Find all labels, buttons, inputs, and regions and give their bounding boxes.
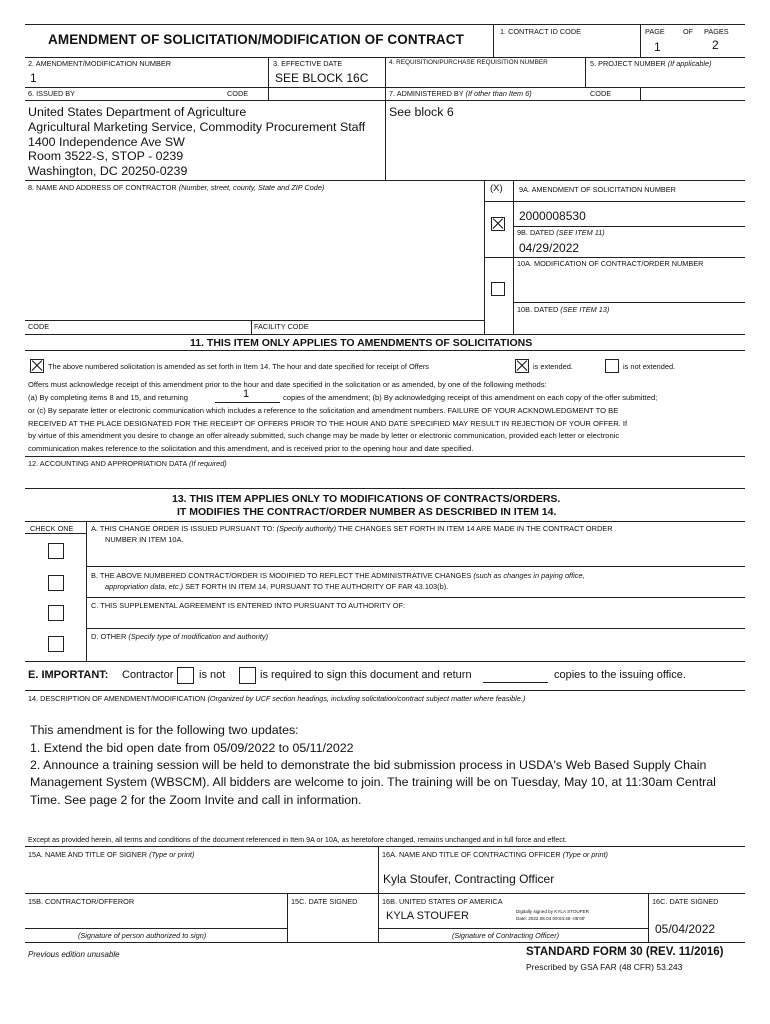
usa-label: 16B. UNITED STATES OF AMERICA	[382, 897, 503, 906]
contractor-offeror-label: 15B. CONTRACTOR/OFFEROR	[28, 897, 135, 906]
dated-9b-label: 9B. DATED (SEE ITEM 11)	[517, 228, 605, 237]
description-line-1: This amendment is for the following two updates:	[30, 723, 299, 737]
issued-by-line-2: Agricultural Marketing Service, Commodity Procurement Staff	[28, 120, 366, 134]
issued-by-label: 6. ISSUED BY	[28, 89, 76, 98]
form-number: STANDARD FORM 30 (REV. 11/2016)	[526, 946, 724, 958]
project-number-label: 5. PROJECT NUMBER (If applicable)	[590, 59, 712, 68]
item-13c-line: C. THIS SUPPLEMENTAL AGREEMENT IS ENTERED INTO PURSUANT TO AUTHORITY OF:	[91, 601, 406, 610]
item-13d-line: D. OTHER (Specify type of modification and authority)	[91, 632, 269, 641]
accounting-data-label: 12. ACCOUNTING AND APPROPRIATION DATA (If required)	[28, 459, 227, 468]
except-text: Except as provided herein, all terms and conditions of the document referenced in Item 9A or 10A, as heretofore changed, remains unchanged and in full force and effect.	[28, 835, 567, 844]
section-13-heading-2: IT MODIFIES THE CONTRACT/ORDER NUMBER AS DESCRIBED IN ITEM 14.	[177, 506, 557, 518]
not-extended-label: is not extended.	[623, 362, 676, 371]
section-11-line-1: The above numbered solicitation is amended as set forth in Item 14. The hour and date specified for receipt of Offers	[48, 362, 429, 371]
description-line-5: Time. See page 2 for the Zoom Invite and call in information.	[30, 793, 362, 807]
contractor-code-label: CODE	[28, 322, 50, 331]
pages-total: 2	[712, 38, 719, 52]
contract-id-label: 1. CONTRACT ID CODE	[500, 27, 581, 36]
issued-by-code-label: CODE	[227, 89, 249, 98]
contract-modify-checkbox[interactable]	[491, 282, 505, 296]
solicitation-number-label: 9A. AMENDMENT OF SOLICITATION NUMBER	[519, 185, 676, 194]
officer-signature-name: KYLA STOUFER	[386, 910, 469, 922]
signer-name-label: 15A. NAME AND TITLE OF SIGNER (Type or print)	[28, 850, 195, 859]
administered-by-code-label: CODE	[590, 89, 612, 98]
date-signed-16c-label: 16C. DATE SIGNED	[652, 897, 719, 906]
important-contractor: Contractor	[122, 669, 174, 681]
issued-by-line-5: Washington, DC 20250-0239	[28, 164, 188, 178]
page-number: 1	[654, 40, 661, 54]
effective-date-value[interactable]: SEE BLOCK 16C	[275, 71, 369, 85]
contractor-is-not-checkbox[interactable]	[177, 667, 194, 684]
prescribed-by: Prescribed by GSA FAR (48 CFR) 53.243	[526, 962, 683, 972]
extended-checkbox[interactable]	[515, 359, 529, 373]
section-11-heading: 11. THIS ITEM ONLY APPLIES TO AMENDMENTS OF SOLICITATIONS	[190, 337, 533, 349]
item-13d-checkbox[interactable]	[48, 636, 64, 652]
date-signed-15c-label: 15C. DATE SIGNED	[291, 897, 358, 906]
previous-edition-note: Previous edition unusable	[28, 950, 120, 959]
form-title: AMENDMENT OF SOLICITATION/MODIFICATION OF CONTRACT	[48, 32, 464, 47]
section-11-para-3: or (c) By separate letter or electronic communication which includes a reference to the solicitation and amendment numbers. FAILURE OF YOUR ACKNOWLEDGMENT TO BE	[28, 406, 619, 415]
digital-signature-line-1: Digitally signed by KYLA STOUFER	[516, 909, 589, 914]
officer-name-value: Kyla Stoufer, Contracting Officer	[383, 872, 555, 886]
section-11-para-2b: copies of the amendment; (b) By acknowledging receipt of this amendment on each copy of the offer submitted;	[283, 393, 658, 402]
section-11-para-6: communication makes reference to the solicitation and this amendment, and is received prior to the opening hour and date specified.	[28, 444, 474, 453]
officer-signature-label: (Signature of Contracting Officer)	[452, 931, 560, 940]
date-signed-16c-value: 05/04/2022	[655, 922, 716, 936]
digital-signature-line-2: Date: 2022.05.04 09:04:48 -05'00'	[516, 916, 586, 921]
item-13a-line-1: A. THIS CHANGE ORDER IS ISSUED PURSUANT TO: (Specify authority) THE CHANGES SET FORTH IN ITEM 14 ARE MADE IN THE CONTRACT ORDER	[91, 524, 613, 533]
solicitation-amend-checkbox[interactable]	[491, 217, 505, 231]
item-13a-line-2: NUMBER IN ITEM 10A.	[105, 535, 184, 544]
issued-by-line-4: Room 3522-S, STOP - 0239	[28, 149, 184, 163]
dated-10b-label: 10B. DATED (SEE ITEM 13)	[517, 305, 610, 314]
important-is-not: is not	[199, 669, 226, 681]
administered-by-label: 7. ADMINISTERED BY (If other than Item 6)	[389, 89, 532, 98]
not-extended-checkbox[interactable]	[605, 359, 619, 373]
item-13c-checkbox[interactable]	[48, 605, 64, 621]
administered-by-value: See block 6	[389, 105, 454, 119]
item-13b-checkbox[interactable]	[48, 575, 64, 591]
description-line-3: 2. Announce a training session will be held to demonstrate the bid submission process in USDA's Web Based Supply Chain	[30, 758, 707, 772]
pages-label: PAGES	[704, 27, 729, 36]
description-label: 14. DESCRIPTION OF AMENDMENT/MODIFICATION (Organized by UCF section headings, including solicitation/contract subject matter where feasible.)	[28, 694, 526, 703]
copies-count[interactable]: 1	[243, 388, 250, 400]
amendment-number-label: 2. AMENDMENT/MODIFICATION NUMBER	[28, 59, 171, 68]
contractor-is-required-checkbox[interactable]	[239, 667, 256, 684]
modification-number-label: 10A. MODIFICATION OF CONTRACT/ORDER NUMBER	[517, 259, 704, 268]
section-11-para-1: Offers must acknowledge receipt of this amendment prior to the hour and date specified in the solicitation or as amended, by one of the following methods:	[28, 380, 547, 389]
section-11-para-5: by virtue of this amendment you desire to change an offer already submitted, such change may be made by letter or electronic communication, provided each letter or electronic	[28, 431, 620, 440]
officer-name-label: 16A. NAME AND TITLE OF CONTRACTING OFFICER (Type or print)	[382, 850, 608, 859]
item-13a-checkbox[interactable]	[48, 543, 64, 559]
section-11-para-4: RECEIVED AT THE PLACE DESIGNATED FOR THE RECEIPT OF OFFERS PRIOR TO THE HOUR AND DATE SPECIFIED MAY RESULT IN REJECTION OF YOUR OFFER. If	[28, 419, 628, 428]
page-label: PAGE	[645, 27, 665, 36]
issued-by-line-1: United States Department of Agriculture	[28, 105, 247, 119]
section-13-heading-1: 13. THIS ITEM APPLIES ONLY TO MODIFICATIONS OF CONTRACTS/ORDERS.	[172, 493, 561, 505]
contractor-signature-label: (Signature of person authorized to sign)	[78, 931, 207, 940]
description-line-2: 1. Extend the bid open date from 05/09/2022 to 05/11/2022	[30, 741, 354, 755]
dated-9b-value[interactable]: 04/29/2022	[519, 241, 580, 255]
amendment-number-value[interactable]: 1	[30, 71, 37, 85]
description-line-4: Management System (WBSCM). All bidders are welcome to join. The training will be on Tuesday, May 10, at 11:30am Central	[30, 775, 716, 789]
important-is-required: is required to sign this document and return	[260, 669, 472, 681]
item-13b-line-2: appropriation data, etc.) SET FORTH IN ITEM 14, PURSUANT TO THE AUTHORITY OF FAR 43.103(b).	[105, 582, 449, 591]
effective-date-label: 3. EFFECTIVE DATE	[273, 59, 343, 68]
important-copies: copies to the issuing office.	[554, 669, 686, 681]
extended-label: is extended.	[533, 362, 573, 371]
solicitation-number-value[interactable]: 2000008530	[519, 209, 586, 223]
section-11-para-2a: (a) By completing items 8 and 15, and returning	[28, 393, 188, 402]
of-label: OF	[683, 27, 694, 36]
amended-checkbox[interactable]	[30, 359, 44, 373]
x-column-label: (X)	[490, 183, 503, 194]
requisition-number-label: 4. REQUISITION/PURCHASE REQUISITION NUMBER	[389, 59, 548, 66]
contractor-address-label: 8. NAME AND ADDRESS OF CONTRACTOR (Number, street, county, State and ZIP Code)	[28, 183, 325, 192]
item-13b-line-1: B. THE ABOVE NUMBERED CONTRACT/ORDER IS MODIFIED TO REFLECT THE ADMINISTRATIVE CHANGES (such as changes in paying office,	[91, 571, 585, 580]
issued-by-line-3: 1400 Independence Ave SW	[28, 135, 185, 149]
important-label: E. IMPORTANT:	[28, 669, 109, 681]
facility-code-label: FACILITY CODE	[254, 322, 309, 331]
check-one-label: CHECK ONE	[30, 524, 74, 533]
